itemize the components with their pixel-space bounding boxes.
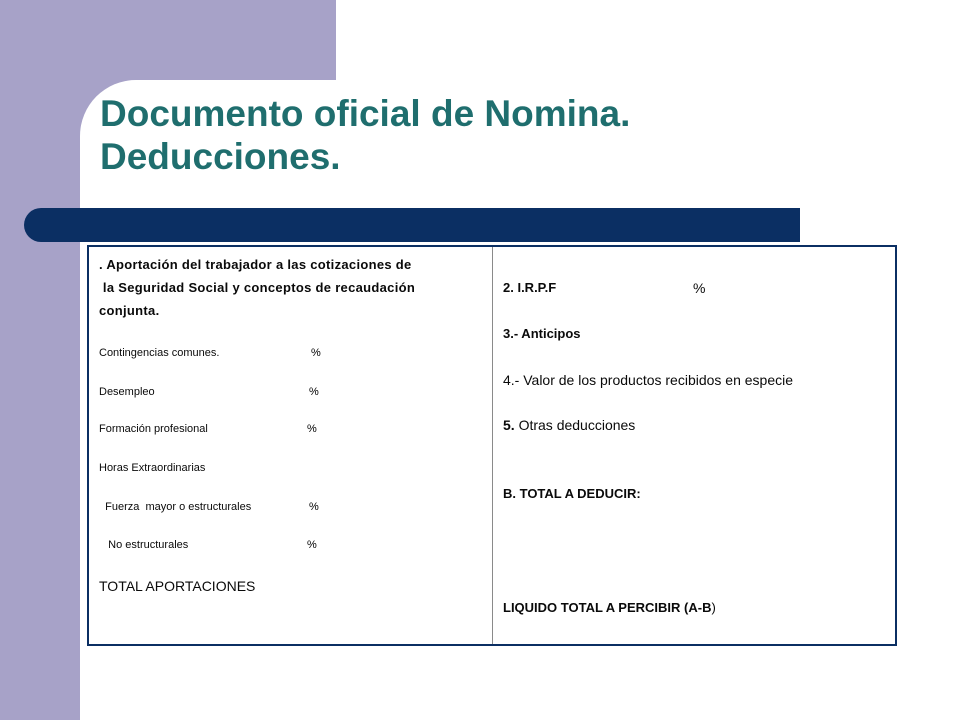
contributions-heading-line-3: conjunta. — [99, 303, 160, 318]
item-desempleo-pct: % — [309, 386, 319, 398]
liquido-total — [503, 600, 716, 615]
liquido-total-text: LIQUIDO TOTAL A PERCIBIR (A-B — [503, 600, 712, 615]
title-underline-band — [24, 208, 800, 242]
item-no-estructurales-label: No estructurales — [99, 539, 189, 551]
liquido-total-paren: ) — [711, 600, 716, 615]
item-fuerza-mayor-pct: % — [309, 501, 319, 513]
otras-deducciones-label — [503, 417, 635, 433]
item-desempleo-label: Desempleo — [99, 386, 155, 398]
contributions-heading-line-2: la Seguridad Social y conceptos de recaudación — [99, 280, 416, 295]
irpf-label: 2. I.R.P.F — [503, 280, 557, 295]
item-formacion-pct: % — [307, 423, 317, 435]
slide-title — [100, 92, 630, 178]
anticipos-label: 3.- Anticipos — [503, 326, 581, 341]
item-contingencias-pct: % — [311, 347, 321, 359]
otras-deducciones-text: Otras deducciones — [514, 417, 636, 433]
item-no-estructurales-pct: % — [307, 539, 317, 551]
item-fuerza-mayor-label: Fuerza mayor o estructurales — [99, 501, 252, 513]
otras-deducciones-number: 5. — [503, 417, 515, 433]
total-deducir: B. TOTAL A DEDUCIR: — [503, 486, 641, 501]
item-formacion-label: Formación profesional — [99, 423, 208, 435]
total-aportaciones: TOTAL APORTACIONES — [99, 578, 256, 594]
contributions-column — [89, 247, 493, 644]
item-contingencias-label: Contingencias comunes. — [99, 347, 220, 359]
deductions-table — [87, 245, 897, 646]
especie-label: 4.- Valor de los productos recibidos en especie — [503, 372, 794, 388]
item-horas-label: Horas Extraordinarias — [99, 462, 206, 474]
contributions-heading-line-1: . Aportación del trabajador a las cotizaciones de — [99, 257, 412, 272]
left-accent-bar — [0, 0, 80, 720]
deductions-column — [493, 247, 895, 644]
title-line-2: Deducciones. — [100, 136, 341, 177]
title-line-1: Documento oficial de Nomina. — [100, 93, 631, 134]
irpf-pct: % — [693, 280, 706, 296]
